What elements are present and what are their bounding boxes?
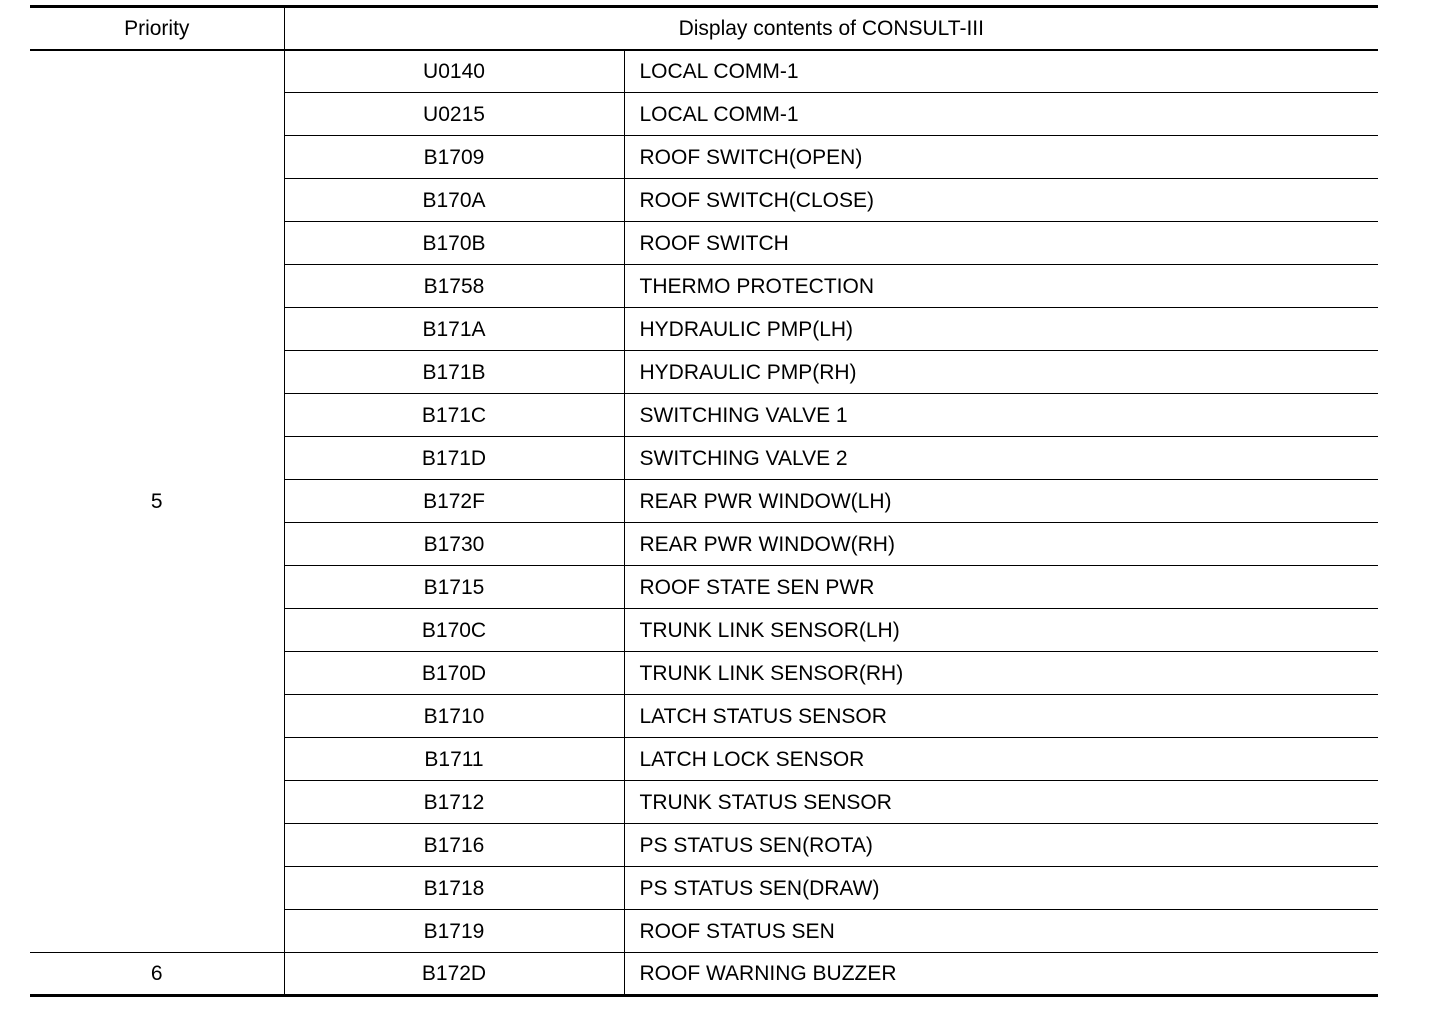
dtc-code-cell: B171B: [284, 351, 624, 394]
dtc-code-cell: B1716: [284, 824, 624, 867]
display-content-cell: LATCH LOCK SENSOR: [624, 738, 1378, 781]
display-content-cell: ROOF SWITCH(CLOSE): [624, 179, 1378, 222]
dtc-code-cell: B170A: [284, 179, 624, 222]
display-content-cell: ROOF STATUS SEN: [624, 910, 1378, 953]
priority-header: Priority: [30, 7, 284, 50]
display-content-cell: TRUNK STATUS SENSOR: [624, 781, 1378, 824]
dtc-code-cell: B1758: [284, 265, 624, 308]
display-content-cell: ROOF WARNING BUZZER: [624, 953, 1378, 996]
display-content-cell: SWITCHING VALVE 1: [624, 394, 1378, 437]
display-content-cell: LATCH STATUS SENSOR: [624, 695, 1378, 738]
display-content-cell: HYDRAULIC PMP(RH): [624, 351, 1378, 394]
display-content-cell: REAR PWR WINDOW(RH): [624, 523, 1378, 566]
display-content-cell: LOCAL COMM-1: [624, 93, 1378, 136]
display-content-cell: REAR PWR WINDOW(LH): [624, 480, 1378, 523]
display-content-cell: PS STATUS SEN(ROTA): [624, 824, 1378, 867]
table-row: [30, 953, 1378, 996]
dtc-code-cell: B171C: [284, 394, 624, 437]
priority-cell: 5: [30, 50, 284, 953]
dtc-code-cell: B1719: [284, 910, 624, 953]
dtc-code-cell: B172D: [284, 953, 624, 996]
dtc-code-cell: B172F: [284, 480, 624, 523]
dtc-code-cell: B1715: [284, 566, 624, 609]
display-content-cell: TRUNK LINK SENSOR(RH): [624, 652, 1378, 695]
dtc-code-cell: B1710: [284, 695, 624, 738]
table-row: [30, 50, 1378, 93]
display-content-cell: HYDRAULIC PMP(LH): [624, 308, 1378, 351]
display-content-cell: ROOF STATE SEN PWR: [624, 566, 1378, 609]
display-content-cell: THERMO PROTECTION: [624, 265, 1378, 308]
display-content-cell: ROOF SWITCH: [624, 222, 1378, 265]
dtc-code-cell: B171A: [284, 308, 624, 351]
display-content-cell: TRUNK LINK SENSOR(LH): [624, 609, 1378, 652]
display-content-cell: LOCAL COMM-1: [624, 50, 1378, 93]
header-row: [30, 7, 1378, 50]
dtc-code-cell: U0140: [284, 50, 624, 93]
dtc-code-cell: B1712: [284, 781, 624, 824]
dtc-priority-table: [30, 5, 1378, 997]
display-content-cell: SWITCHING VALVE 2: [624, 437, 1378, 480]
display-contents-header: Display contents of CONSULT-III: [284, 7, 1378, 50]
dtc-code-cell: B1718: [284, 867, 624, 910]
display-content-cell: ROOF SWITCH(OPEN): [624, 136, 1378, 179]
dtc-code-cell: B1711: [284, 738, 624, 781]
dtc-code-cell: B170C: [284, 609, 624, 652]
dtc-code-cell: B170D: [284, 652, 624, 695]
dtc-code-cell: B170B: [284, 222, 624, 265]
dtc-code-cell: U0215: [284, 93, 624, 136]
priority-cell: 6: [30, 953, 284, 996]
table-body: [30, 50, 1378, 996]
dtc-code-cell: B171D: [284, 437, 624, 480]
table-header: [30, 7, 1378, 50]
display-content-cell: PS STATUS SEN(DRAW): [624, 867, 1378, 910]
dtc-code-cell: B1730: [284, 523, 624, 566]
dtc-code-cell: B1709: [284, 136, 624, 179]
